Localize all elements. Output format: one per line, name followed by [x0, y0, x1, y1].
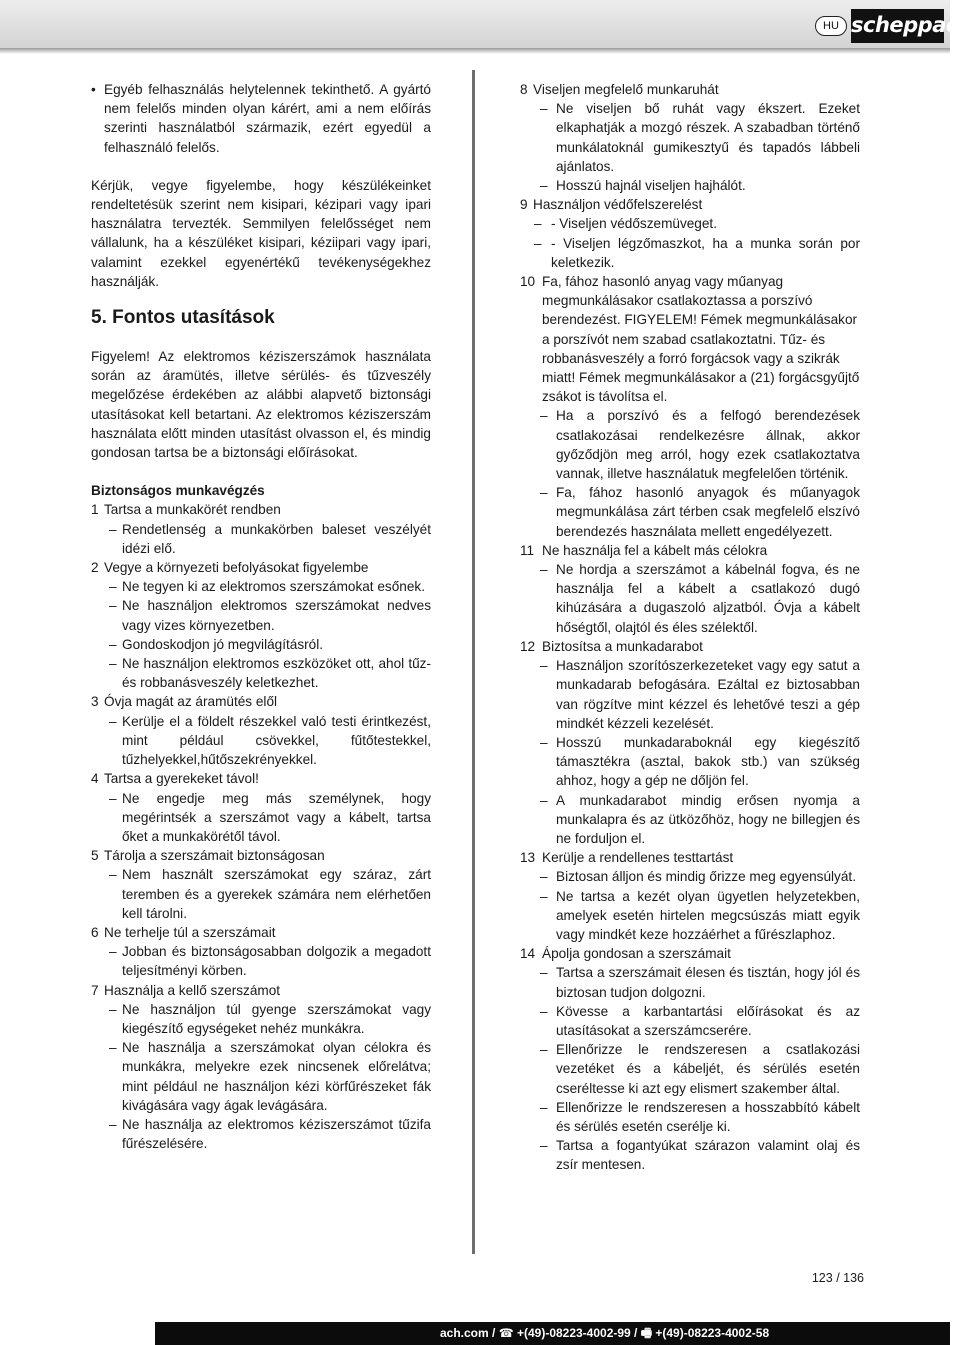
instruction-subitem [91, 789, 431, 847]
instruction-title: Tartsa a munkakörét rendben [104, 502, 281, 518]
instruction-item [520, 637, 860, 656]
instruction-title: Biztosítsa a munkadarabot [542, 638, 703, 654]
instruction-subitem-text: Jobban és biztonságosabban dolgozik a megadott teljesítményi körben. [122, 944, 431, 979]
instruction-subitem-text: Ellenőrizze le rendszeresen a hosszabbító kábelt és sérülés esetén cserélje ki. [556, 1099, 860, 1134]
instruction-subitem [520, 656, 860, 733]
dash-icon: – [540, 869, 548, 885]
instruction-subitem [520, 483, 860, 541]
dash-icon: – [109, 579, 117, 595]
instruction-number: 8 [520, 82, 528, 97]
header-shadow [0, 48, 950, 54]
instruction-subitem [520, 887, 860, 945]
instruction-number: 5 [91, 848, 99, 864]
instruction-title: Óvja magát az áramütés elől [104, 694, 278, 710]
instruction-subitem [91, 942, 431, 980]
instruction-item [91, 981, 431, 1000]
instruction-subitem-text: Biztosan álljon és mindig őrizze meg egyensúlyát. [556, 869, 856, 885]
instruction-title: Tárolja a szerszámait biztonságosan [104, 848, 325, 864]
instruction-subitem [520, 234, 860, 272]
instruction-subitem-text: Ne használja a szerszámokat olyan célokra és munkákra, melyekre ezek nincsenek előrelátva; mint például ne használjon kézi körfűrészeket fák kivágására vagy ágak levágására. [122, 1040, 431, 1113]
safety-subheading: Biztonságos munkavégzés [91, 483, 265, 499]
instruction-number: 9 [520, 197, 528, 213]
instruction-subitem-text: Ne engedje meg más személynek, hogy megérintsék a szerszámot vagy a kábelt, tartsa őket a munkakörétől távol. [122, 790, 431, 844]
dash-icon: – [540, 1099, 548, 1115]
instruction-number: 1 [91, 502, 99, 518]
instruction-title: Ne használja fel a kábelt más célokra [542, 542, 768, 558]
dash-icon: – [540, 734, 548, 750]
instruction-item [91, 846, 431, 865]
dash-icon: – [540, 1003, 548, 1019]
instruction-item [91, 923, 431, 942]
dash-icon: – [109, 944, 117, 960]
left-instruction-list [91, 500, 431, 1153]
instruction-subitem-text: - Viseljen védőszemüveget. [551, 216, 717, 232]
warning-paragraph: Figyelem! Az elektromos kéziszerszámok használata során az áramütés, illetve sérülés- és tűzveszély megelőzése érdekében az alábbi alapvető biztonsági utasításokat kell betartani. Az elektromos kéziszerszám használata előtt minden utasítást olvasson el, és mindig gondosan tartsa be a biztonsági előírásokat. [91, 349, 431, 461]
dash-icon: – [540, 888, 548, 904]
language-badge: HU [815, 16, 847, 36]
instruction-number: 10 [520, 274, 536, 290]
instruction-subitem-text: A munkadarabot mindig erősen nyomja a munkalapra és az ütközőhöz, hogy ne billegjen és ne forduljon el. [556, 792, 860, 846]
instruction-subitem [520, 1002, 860, 1040]
instruction-subitem-text: Kövesse a karbantartási előírásokat és az utasításokat a szerszámcserére. [556, 1003, 860, 1038]
instruction-subitem [520, 1040, 860, 1098]
instruction-title: Ne terhelje túl a szerszámait [104, 924, 276, 940]
instruction-subitem-text: Ne hordja a szerszámot a kábelnál fogva, és ne használja fel a kábelt a csatlakozó dugó kihúzására a dugaszoló aljzatból. Óvja a kábelt hőségtől, olajtól és éles szélektől. [556, 562, 860, 635]
instruction-subitem [520, 733, 860, 791]
instruction-subitem [520, 963, 860, 1001]
dash-icon: – [540, 1042, 548, 1058]
instruction-subitem-text: Nem használt szerszámokat egy száraz, zárt teremben és a gyerekek számára nem elérhetően kell tárolni. [122, 867, 431, 921]
dash-icon: – [109, 598, 117, 614]
instruction-number: 11 [520, 542, 535, 558]
dash-icon: – [109, 521, 117, 537]
instruction-title: Vegye a környezeti befolyásokat figyelembe [104, 560, 369, 576]
instruction-subitem-text: Ne használjon elektromos szerszámokat nedves vagy vizes környezetben. [122, 598, 431, 633]
dash-icon: – [109, 790, 117, 806]
dash-icon: – [540, 1138, 548, 1154]
instruction-subitem-text: Ha a porszívó és a felfogó berendezések csatlakozásai rendelkezésre állnak, akkor győződjön meg arról, hogy ezek csatlakoztatva vannak, illetve használatuk megfelelően történik. [556, 408, 860, 482]
instruction-subitem [520, 176, 860, 195]
instruction-subitem-text: Tartsa a szerszámait élesen és tisztán, hogy jól és biztosan tudjon dolgozni. [556, 965, 860, 1000]
instruction-number: 13 [520, 850, 536, 866]
instruction-subitem [520, 867, 860, 886]
instruction-number: 4 [91, 771, 99, 787]
dash-icon: – [540, 101, 548, 117]
instruction-subitem [91, 1000, 431, 1038]
intro-bullet-text: Egyéb felhasználás helytelennek tekinthető. A gyártó nem felelős minden olyan kárért, ami a nem előírás szerinti használatból származik, ezért egyedül a felhasználó felelős. [104, 82, 431, 155]
dash-icon: – [540, 485, 548, 501]
instruction-subitem [520, 214, 860, 233]
instruction-item [91, 500, 431, 519]
dash-icon: – [109, 1040, 117, 1056]
dash-icon: – [540, 792, 548, 808]
instruction-subitem-text: Hosszú hajnál viseljen hajhálót. [556, 178, 746, 194]
instruction-item [520, 944, 860, 963]
footer-white-block [0, 1322, 155, 1345]
instruction-subitem-text: Ne használjon elektromos eszközöket ott, ahol tűz- és robbanásveszély keletkezhet. [122, 656, 431, 691]
dash-icon: – [109, 1001, 117, 1017]
instruction-subitem-text: Hosszú munkadaraboknál egy kiegészítő támasztékra (asztal, bakok stb.) van szükség ahhoz, hogy a gép ne dőljön fel. [556, 734, 860, 789]
instruction-subitem [91, 520, 431, 558]
instruction-number: 14 [520, 946, 536, 962]
left-column [91, 80, 431, 1153]
instruction-subitem [520, 1098, 860, 1136]
instruction-item [520, 272, 860, 406]
section-title: 5. Fontos utasítások [91, 307, 275, 329]
instruction-subitem-text: Ne használjon túl gyenge szerszámokat vagy kiegészítő egységeket nehéz munkákra. [122, 1001, 431, 1036]
instruction-subitem-text: Ne tegyen ki az elektromos szerszámokat esőnek. [122, 579, 425, 595]
brand-logo: scheppach [851, 9, 944, 43]
instruction-subitem-text: - Viseljen légzőmaszkot, ha a munka során por keletkezik. [551, 235, 860, 270]
instruction-subitem [91, 865, 431, 923]
right-instruction-list [520, 80, 860, 1175]
instruction-number: 3 [91, 694, 99, 710]
instruction-title: Kerülje a rendellenes testtartást [542, 850, 734, 866]
instruction-title: Fa, fához hasonló anyag vagy műanyag megmunkálásakor csatlakoztassa a porszívó berendezést. FIGYELEM! Fémek megmunkálásakor a porszívót nem szabad csatlakoztatni. Tűz- és robbanásveszély a forró forgácsok vagy a szikrák miatt! Fémek megmunkálásakor a (21) forgácsgyűjtő zsákot is távolítsa el. [542, 274, 860, 405]
instruction-subitem [520, 1136, 860, 1174]
dash-icon: – [109, 713, 117, 729]
instruction-subitem-text: Gondoskodjon jó megvilágításról. [122, 636, 323, 652]
instruction-subitem [91, 712, 431, 770]
intro-paragraph: Kérjük, vegye figyelembe, hogy készülékeinket rendeltetésük szerint nem kisipari, kézipari vagy ipari használatra tervezték. Semmilyen felelősséget nem vállalunk, ha a készüléket kisipari, kéziipari vagy ipari, valamint ezekkel egyenértékű tevékenységekhez használják. [91, 177, 431, 289]
instruction-subitem-text: Rendetlenség a munkakörben baleset veszélyét idézi elő. [122, 521, 431, 556]
dash-icon: – [540, 965, 548, 981]
instruction-item [91, 769, 431, 788]
instruction-item [91, 692, 431, 711]
dash-icon: – [109, 867, 117, 883]
dash-icon: – [534, 235, 542, 251]
header-bar [0, 0, 950, 50]
instruction-subitem-text: Használjon szorítószerkezeteket vagy egy satut a munkadarab befogására. Ezáltal ez biztosabban van rögzítve mint kézzel és lehetővé teszi a gép mindkét kézzeli kezelését. [556, 658, 860, 731]
instruction-title: Viseljen megfelelő munkaruhát [533, 82, 719, 97]
instruction-title: Ápolja gondosan a szerszámait [542, 946, 731, 962]
instruction-item [520, 541, 860, 560]
dash-icon: – [109, 656, 117, 672]
instruction-title: Használja a kellő szerszámot [104, 982, 281, 998]
instruction-item [520, 848, 860, 867]
dash-icon: – [534, 216, 542, 232]
dash-icon: – [540, 658, 548, 674]
right-column [520, 80, 860, 1175]
instruction-subitem [520, 560, 860, 637]
instruction-item [520, 195, 860, 214]
instruction-title: Használjon védőfelszerelést [533, 197, 703, 213]
instruction-number: 12 [520, 638, 536, 654]
instruction-number: 7 [91, 982, 99, 998]
page-number: 123 / 136 [811, 1271, 864, 1285]
instruction-subitem-text: Ne viseljen bő ruhát vagy ékszert. Ezeket elkaphatják a mozgó részek. A szabadban történő munkálatoknál gumikesztyű és tapadós lábbeli ajánlatos. [556, 101, 860, 174]
instruction-number: 6 [91, 924, 99, 940]
instruction-subitem-text: Tartsa a fogantyúkat szárazon valamint olaj és zsír mentesen. [556, 1138, 860, 1173]
instruction-subitem-text: Fa, fához hasonló anyagok és műanyagok megmunkálása zárt térben csak megfelelő elszívó berendezés használata mellett engedélyezett. [556, 485, 860, 539]
instruction-subitem [91, 577, 431, 596]
instruction-subitem-text: Ellenőrizze le rendszeresen a csatlakozási vezetéket és a kábeljét, és sérülés esetén cseréltesse ki azt egy elismert szakember által. [556, 1042, 860, 1096]
instruction-subitem [91, 635, 431, 654]
instruction-subitem-text: Kerülje el a földelt részekkel való testi érintkezést, mint például csövekkel, fűtőtestekkel, tűzhelyekkel,hűtőszekrényekkel. [122, 713, 431, 768]
bullet-icon: • [91, 82, 96, 97]
instruction-item [91, 558, 431, 577]
instruction-subitem [91, 1038, 431, 1115]
dash-icon: – [540, 408, 548, 424]
instruction-number: 2 [91, 560, 99, 576]
column-divider [472, 70, 475, 1254]
instruction-subitem [520, 99, 860, 176]
instruction-title: Tartsa a gyerekeket távol! [104, 771, 259, 787]
dash-icon: – [109, 636, 117, 652]
instruction-subitem [520, 406, 860, 483]
dash-icon: – [540, 562, 548, 578]
footer-contact: ach.com / ☎ +(49)-08223-4002-99 / 🖷 +(49)-08223-4002-58 [440, 1326, 770, 1340]
instruction-subitem [520, 791, 860, 849]
dash-icon: – [540, 178, 548, 194]
dash-icon: – [109, 1116, 117, 1132]
instruction-subitem [91, 1115, 431, 1153]
instruction-subitem-text: Ne használja az elektromos kéziszerszámot tűzifa fűrészelésére. [122, 1116, 431, 1152]
instruction-subitem [91, 596, 431, 634]
instruction-item [520, 80, 860, 99]
intro-bullet [91, 80, 431, 157]
instruction-subitem-text: Ne tartsa a kezét olyan ügyetlen helyzetekben, amelyek esetén hirtelen megcsúszás miatt egyik vagy mindkét keze hozzáérhet a fűrészlaphoz. [556, 888, 860, 942]
instruction-subitem [91, 654, 431, 692]
